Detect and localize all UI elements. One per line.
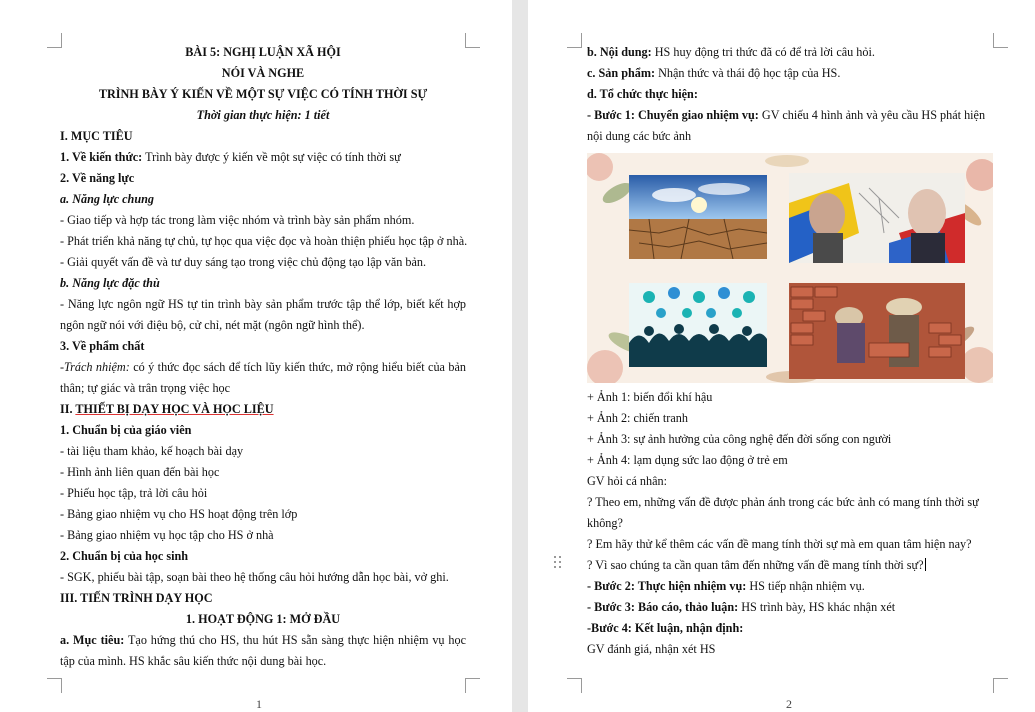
knowledge-label: 1. Về kiến thức: — [60, 150, 143, 164]
product-text: Nhận thức và thái độ học tập của HS. — [655, 66, 841, 80]
general-competency-item: - Giải quyết vấn đề và tư duy sáng tạo trong việc chủ động tạo lập văn bản. — [60, 255, 427, 269]
text-cursor — [925, 558, 926, 571]
teacher-prep-item: - Phiếu học tập, trả lời câu hỏi — [60, 486, 208, 500]
four-images-collage[interactable] — [587, 153, 993, 383]
general-competency-item: - Phát triển khả năng tự chủ, tự học qua việc đọc và hoàn thiện phiếu học tập ở nhà. — [60, 234, 468, 248]
question: ? Em hãy thử kể thêm các vấn đề mang tính thời sự mà em quan tâm hiện nay? — [587, 537, 972, 551]
step-4-text: GV đánh giá, nhận xét HS — [587, 642, 716, 656]
product-label: c. Sản phẩm: — [587, 66, 656, 80]
lesson-subtitle: NÓI VÀ NGHE — [221, 66, 305, 80]
knowledge-objective — [60, 147, 466, 168]
quality-text — [60, 357, 466, 399]
technology-image — [629, 283, 767, 367]
content-label: b. Nội dung: — [587, 45, 652, 59]
image-caption: + Ảnh 2: chiến tranh — [587, 411, 688, 425]
step-2-label: - Bước 2: Thực hiện nhiệm vụ: — [587, 579, 747, 593]
teacher-question-intro: GV hỏi cá nhân: — [587, 474, 667, 488]
content-text: HS huy động tri thức đã có để trả lời câu hỏi. — [651, 45, 875, 59]
specific-competency-text: - Năng lực ngôn ngữ HS tự tin trình bày sản phẩm trước tập thể lớp, biết kết hợp ngôn ngữ nói với điệu bộ, cử chỉ, nét mặt (ngôn ngữ hình thể). — [60, 297, 466, 332]
document-page-2[interactable] — [528, 0, 1035, 712]
crop-mark-bottom-right — [465, 678, 480, 693]
quality-heading: 3. Về phẩm chất — [60, 339, 145, 353]
lesson-title: BÀI 5: NGHỊ LUẬN XÃ HỘI — [185, 45, 341, 59]
crop-mark-top-right — [465, 33, 480, 48]
teacher-prep-item: - Hình ảnh liên quan đến bài học — [60, 465, 220, 479]
climate-change-image — [629, 175, 767, 259]
crop-mark-bottom-right — [993, 678, 1008, 693]
organization-heading: d. Tổ chức thực hiện: — [587, 87, 698, 101]
knowledge-text: Trình bày được ý kiến về một sự việc có tính thời sự — [142, 150, 401, 164]
step-1-text: GV chiếu 4 hình ảnh và yêu cầu HS phát hiện nội dung các bức ảnh — [587, 108, 986, 143]
step-4-heading: -Bước 4: Kết luận, nhận định: — [587, 621, 744, 635]
teacher-prep-heading: 1. Chuẩn bị của giáo viên — [60, 423, 192, 437]
step-2-text: HS tiếp nhận nhiệm vụ. — [746, 579, 865, 593]
page-1-body[interactable] — [60, 42, 466, 672]
lesson-topic: TRÌNH BÀY Ý KIẾN VỀ MỘT SỰ VIỆC CÓ TÍNH THỜI SỰ — [98, 87, 428, 101]
paragraph-move-handle[interactable] — [554, 556, 562, 570]
teacher-prep-item: - Bảng giao nhiệm vụ học tập cho HS ở nhà — [60, 528, 274, 542]
question-text: ? Vì sao chúng ta cần quan tâm đến những vấn đề mang tính thời sự? — [587, 558, 924, 572]
lesson-duration: Thời gian thực hiện: 1 tiết — [196, 108, 330, 122]
image-caption: + Ảnh 3: sự ảnh hưởng của công nghệ đến đời sống con người — [587, 432, 892, 446]
document-page-1[interactable] — [0, 0, 512, 712]
step-3 — [587, 597, 997, 618]
crop-mark-bottom-left — [47, 678, 62, 693]
teacher-prep-item: - Bảng giao nhiệm vụ cho HS hoạt động trên lớp — [60, 507, 298, 521]
specific-competency-heading: b. Năng lực đặc thù — [60, 276, 160, 290]
page-number: 1 — [256, 697, 262, 711]
question — [587, 555, 997, 576]
step-1 — [587, 105, 997, 147]
competency-heading: 2. Về năng lực — [60, 171, 135, 185]
image-caption: + Ảnh 1: biến đổi khí hậu — [587, 390, 713, 404]
content-line — [587, 42, 997, 63]
teacher-prep-item: - tài liệu tham khảo, kế hoạch bài dạy — [60, 444, 244, 458]
responsibility-label: -Trách nhiệm: — [60, 360, 130, 374]
page-2-body[interactable] — [587, 42, 997, 660]
section-equipment-title: THIẾT BỊ DẠY HỌC VÀ HỌC LIỆU — [75, 402, 274, 416]
goal-text: Tạo hứng thú cho HS, thu hút HS sẵn sàng thực hiện nhiệm vụ học tập của mình. HS khắc sâu kiến thức nội dung bài học. — [60, 633, 466, 668]
section-objectives: I. MỤC TIÊU — [60, 129, 133, 143]
general-competency-item: - Giao tiếp và hợp tác trong làm việc nhóm và trình bày sản phẩm nhóm. — [60, 213, 415, 227]
section-equipment — [60, 399, 466, 420]
activity-1-heading: 1. HOẠT ĐỘNG 1: MỞ ĐẦU — [185, 612, 341, 626]
step-3-text: HS trình bày, HS khác nhận xét — [738, 600, 896, 614]
war-image — [789, 173, 965, 263]
crop-mark-bottom-left — [567, 678, 582, 693]
image-caption: + Ảnh 4: lạm dụng sức lao động ở trẻ em — [587, 453, 788, 467]
general-competency-heading: a. Năng lực chung — [60, 192, 154, 206]
product-line — [587, 63, 997, 84]
step-3-label: - Bước 3: Báo cáo, thảo luận: — [587, 600, 739, 614]
responsibility-text: có ý thức đọc sách để tích lũy kiến thức, mở rộng hiểu biết của bản thân; tự giác và trân trọng việc học — [60, 360, 466, 395]
student-prep-item: - SGK, phiếu bài tập, soạn bài theo hệ thống câu hỏi hướng dẫn học bài, vở ghi. — [60, 570, 449, 584]
child-labor-image — [789, 283, 965, 379]
student-prep-heading: 2. Chuẩn bị của học sinh — [60, 549, 189, 563]
page-number: 2 — [786, 697, 792, 711]
section-process: III. TIẾN TRÌNH DẠY HỌC — [60, 591, 213, 605]
step-1-label: - Bước 1: Chuyển giao nhiệm vụ: — [587, 108, 759, 122]
section-equipment-number: II. — [60, 402, 76, 416]
crop-mark-top-left — [567, 33, 582, 48]
activity-1-goal — [60, 630, 466, 672]
step-2 — [587, 576, 997, 597]
goal-label: a. Mục tiêu: — [60, 633, 125, 647]
question: ? Theo em, những vấn đề được phản ánh trong các bức ảnh có mang tính thời sự không? — [587, 495, 979, 530]
